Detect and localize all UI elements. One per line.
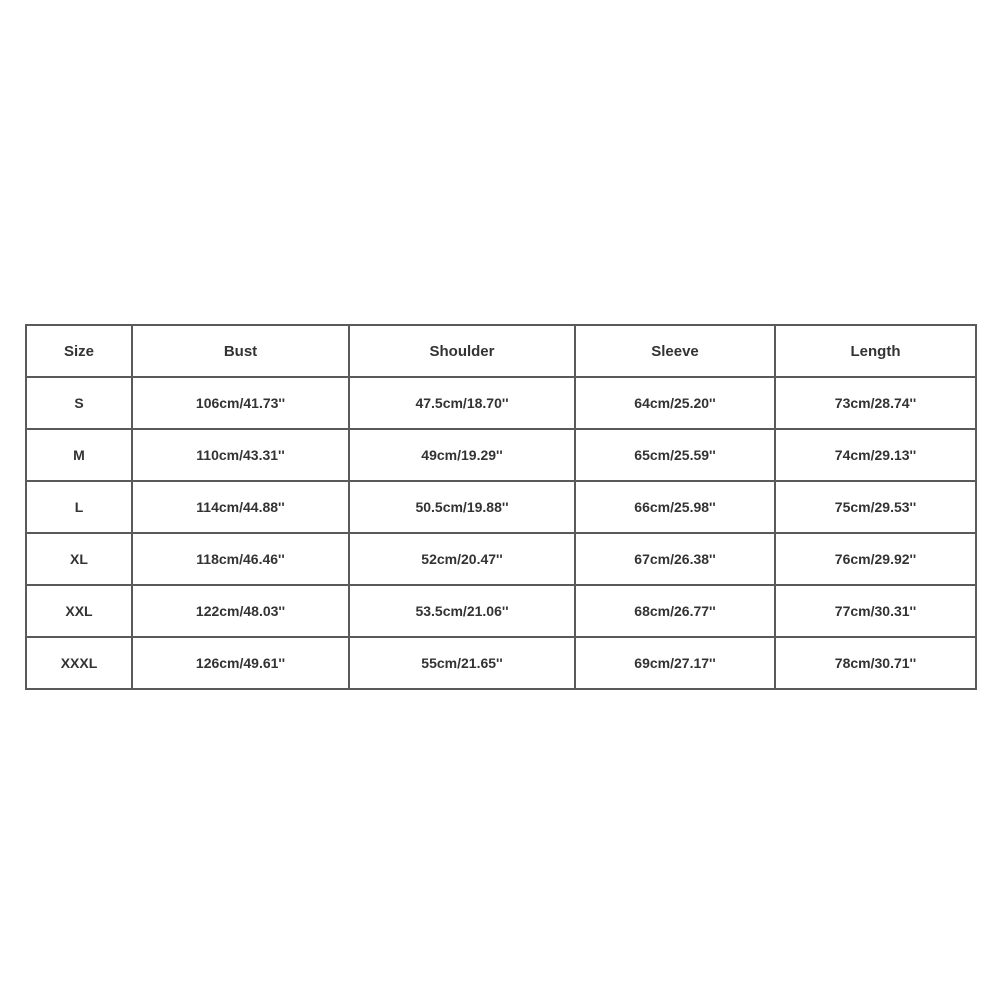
cell-size: L: [26, 481, 132, 533]
cell-bust: 122cm/48.03'': [132, 585, 349, 637]
cell-shoulder: 49cm/19.29'': [349, 429, 575, 481]
cell-size: M: [26, 429, 132, 481]
cell-sleeve: 65cm/25.59'': [575, 429, 775, 481]
table-row: [26, 637, 976, 689]
header-bust: Bust: [132, 325, 349, 377]
table-row: [26, 533, 976, 585]
cell-length: 77cm/30.31'': [775, 585, 976, 637]
table-row: [26, 377, 976, 429]
header-shoulder: Shoulder: [349, 325, 575, 377]
cell-length: 76cm/29.92'': [775, 533, 976, 585]
cell-bust: 106cm/41.73'': [132, 377, 349, 429]
cell-sleeve: 66cm/25.98'': [575, 481, 775, 533]
cell-bust: 118cm/46.46'': [132, 533, 349, 585]
cell-sleeve: 69cm/27.17'': [575, 637, 775, 689]
cell-sleeve: 67cm/26.38'': [575, 533, 775, 585]
cell-length: 73cm/28.74'': [775, 377, 976, 429]
cell-shoulder: 50.5cm/19.88'': [349, 481, 575, 533]
cell-size: S: [26, 377, 132, 429]
cell-length: 74cm/29.13'': [775, 429, 976, 481]
cell-shoulder: 53.5cm/21.06'': [349, 585, 575, 637]
cell-length: 78cm/30.71'': [775, 637, 976, 689]
cell-size: XXXL: [26, 637, 132, 689]
table-row: [26, 429, 976, 481]
header-size: Size: [26, 325, 132, 377]
cell-bust: 126cm/49.61'': [132, 637, 349, 689]
table-row: [26, 585, 976, 637]
cell-shoulder: 47.5cm/18.70'': [349, 377, 575, 429]
header-length: Length: [775, 325, 976, 377]
cell-sleeve: 68cm/26.77'': [575, 585, 775, 637]
table-header-row: [26, 325, 976, 377]
header-sleeve: Sleeve: [575, 325, 775, 377]
cell-bust: 114cm/44.88'': [132, 481, 349, 533]
table-row: [26, 481, 976, 533]
size-chart-table: [25, 324, 977, 690]
cell-size: XXL: [26, 585, 132, 637]
cell-length: 75cm/29.53'': [775, 481, 976, 533]
cell-sleeve: 64cm/25.20'': [575, 377, 775, 429]
cell-size: XL: [26, 533, 132, 585]
cell-shoulder: 55cm/21.65'': [349, 637, 575, 689]
cell-shoulder: 52cm/20.47'': [349, 533, 575, 585]
cell-bust: 110cm/43.31'': [132, 429, 349, 481]
